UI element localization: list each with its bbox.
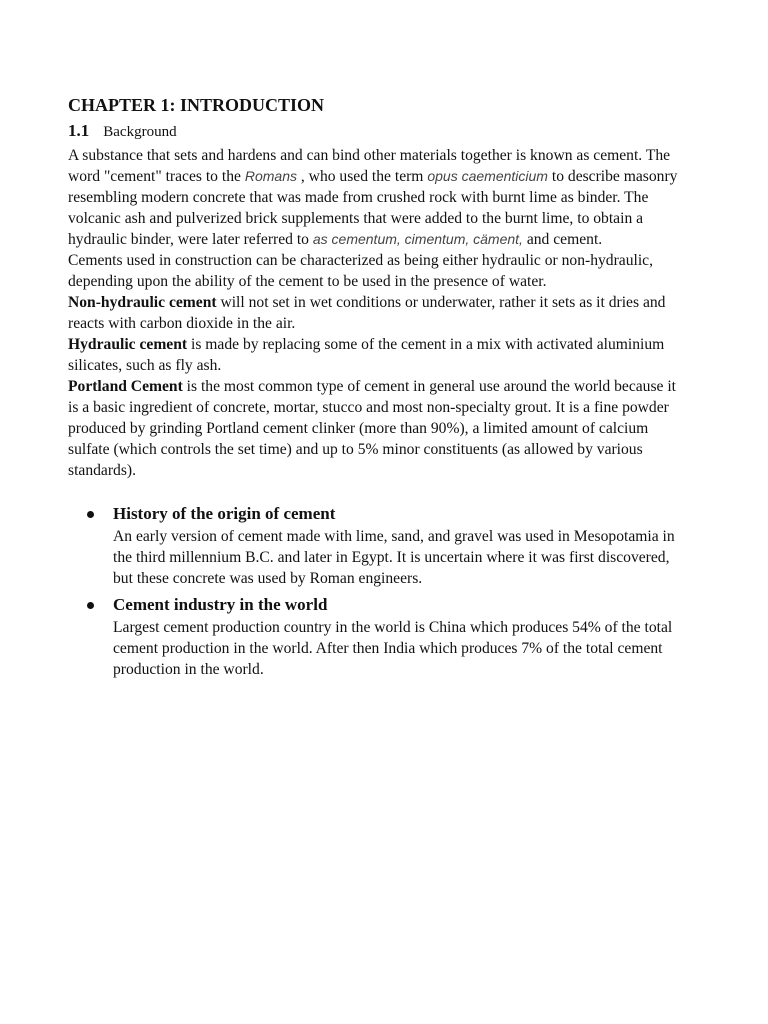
latin-terms: as cementum, cimentum, cäment, bbox=[312, 231, 523, 247]
hydraulic-term: Hydraulic cement bbox=[68, 336, 188, 353]
intro-text-1: A substance that sets and hardens and can bind other materials together is known as cement. The word "cement" traces to the bbox=[68, 147, 671, 185]
section-number: 1.1 bbox=[68, 121, 90, 140]
portland-text: is the most common type of cement in general use around the world because it is a basic ingredient of concrete, mortar, stucco and most non-specialty grout. It is a fine powder produced by grinding Portland cement clinker (more than 90%), a limited amount of calcium sulfate (which controls the set time) and up to 5% minor constituents (as allowed by various standards). bbox=[68, 378, 677, 479]
intro-paragraph bbox=[68, 145, 688, 250]
bullet-title: Cement industry in the world bbox=[113, 595, 328, 614]
intro-text-4: and cement. bbox=[522, 231, 603, 248]
bullet-text: Largest cement production country in the world is China which produces 54% of the total cement production in the world. After then India which produces 7% of the total cement production in the world. bbox=[113, 619, 673, 678]
hydraulic-paragraph bbox=[68, 334, 688, 376]
section-heading bbox=[68, 120, 688, 143]
bullet-text: An early version of cement made with lime, sand, and gravel was used in Mesopotamia in the third millennium B.C. and later in Egypt. It is uncertain where it was first discovered, but these concrete was used by Roman engineers. bbox=[113, 528, 675, 587]
intro-text-2: , who used the term bbox=[296, 168, 428, 185]
chapter-title: CHAPTER 1: INTRODUCTION bbox=[68, 95, 325, 115]
portland-term: Portland Cement bbox=[68, 378, 183, 395]
hydraulic-text: is made by replacing some of the cement in a mix with activated aluminium silicates, such as fly ash. bbox=[68, 336, 665, 374]
section-title: Background bbox=[103, 124, 177, 140]
bullet-icon bbox=[87, 602, 94, 609]
romans-term: Romans bbox=[244, 168, 297, 184]
bullet-title: History of the origin of cement bbox=[113, 504, 336, 523]
opus-term: opus caementicium bbox=[427, 168, 548, 184]
intro-text-3: to describe masonry resembling modern concrete that was made from crushed rock with burnt lime as binder. The volcanic ash and pulverized brick supplements that were added to the burnt lime, to obtain a hydraulic binder, were later referred to bbox=[68, 168, 678, 248]
bullet-item bbox=[68, 593, 688, 680]
portland-paragraph bbox=[68, 376, 688, 481]
non-hydraulic-text: will not set in wet conditions or underwater, rather it sets as it dries and reacts with carbon dioxide in the air. bbox=[68, 294, 666, 332]
bullet-icon bbox=[87, 511, 94, 518]
bullet-item bbox=[68, 502, 688, 589]
non-hydraulic-term: Non-hydraulic cement bbox=[68, 294, 217, 311]
cement-types-paragraph: Cements used in construction can be characterized as being either hydraulic or non-hydraulic, depending upon the ability of the cement to be used in the presence of water. bbox=[68, 252, 653, 290]
non-hydraulic-paragraph bbox=[68, 292, 688, 334]
bullet-list bbox=[68, 502, 688, 680]
document-content bbox=[68, 93, 688, 684]
